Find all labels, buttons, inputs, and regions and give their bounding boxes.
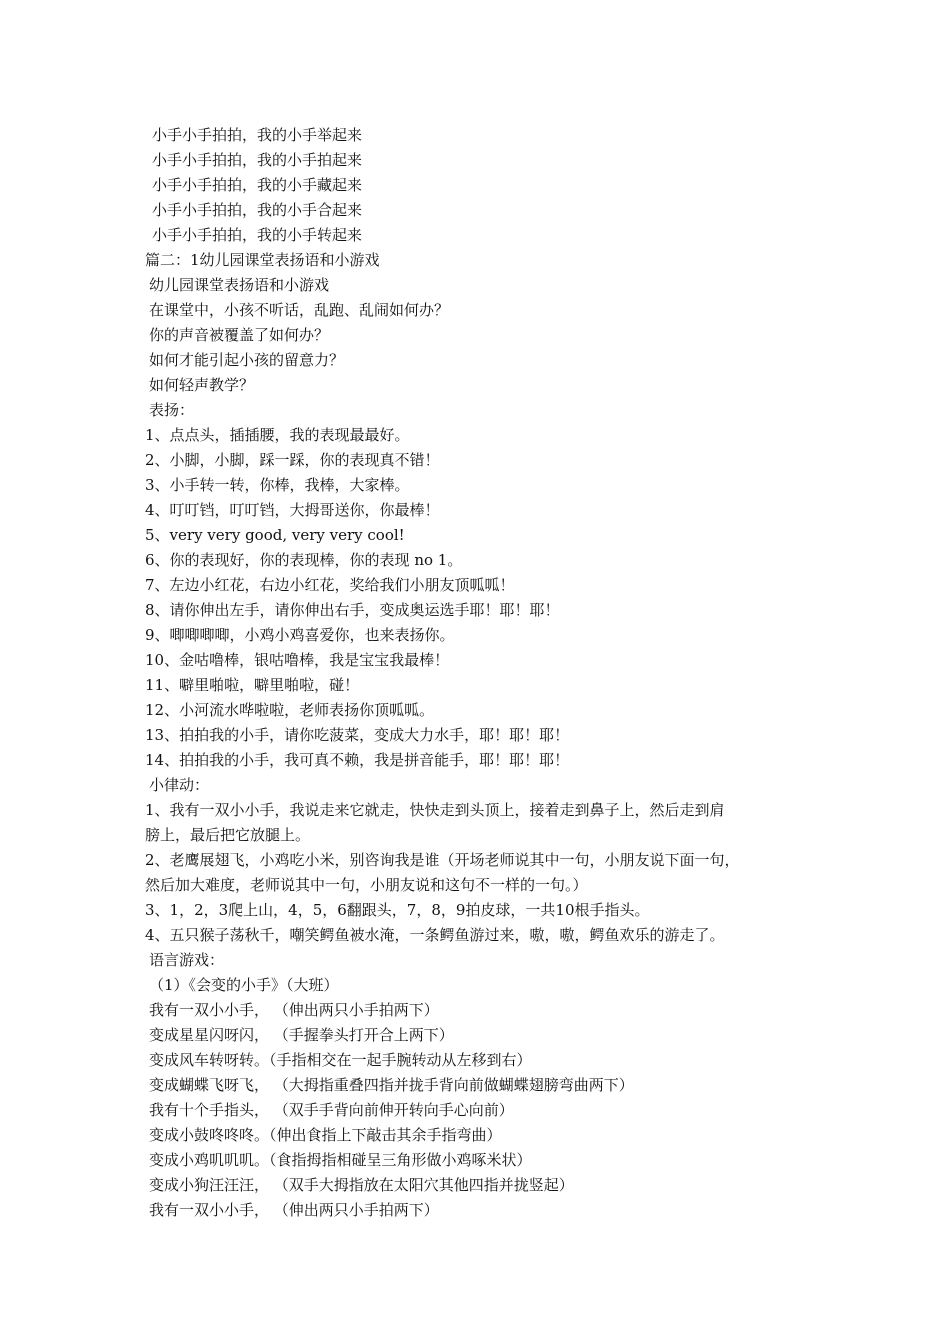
list-item: 4、五只猴子荡秋千，嘲笑鳄鱼被水淹，一条鳄鱼游过来，嗷，嗷，鳄鱼欢乐的游走了。	[145, 926, 725, 944]
list-item: 3、1，2，3爬上山，4，5，6翻跟头，7，8，9拍皮球，一共10根手指头。	[145, 901, 650, 919]
game-line: 变成小狗汪汪汪， （双手大拇指放在太阳穴其他四指并拢竖起）	[149, 1176, 574, 1194]
list-item: 10、金咕噜棒，银咕噜棒，我是宝宝我最棒！	[145, 651, 450, 669]
list-item: 2、老鹰展翅飞，小鸡吃小米，别咨询我是谁（开场老师说其中一句，小朋友说下面一句，	[145, 851, 740, 869]
game-title: （1）《会变的小手》（大班）	[149, 976, 339, 994]
list-item: 2、小脚，小脚，踩一踩，你的表现真不错！	[145, 451, 440, 469]
text-line: 在课堂中，小孩不听话，乱跑、乱闹如何办？	[149, 301, 450, 319]
subheading-language-games: 语言游戏：	[149, 951, 225, 969]
text-line: 小手小手拍拍，我的小手转起来	[152, 226, 363, 244]
list-item-continued: 然后加大难度，老师说其中一句，小朋友说和这句不一样的一句。）	[145, 876, 588, 894]
list-item: 9、唧唧唧唧，小鸡小鸡喜爱你，也来表扬你。	[145, 626, 455, 644]
list-item: 12、小河流水哗啦啦，老师表扬你顶呱呱。	[145, 701, 435, 719]
list-item-continued: 膀上，最后把它放腿上。	[145, 826, 311, 844]
section-heading: 篇二：1幼儿园课堂表扬语和小游戏	[145, 251, 380, 269]
list-item: 11、噼里啪啦，噼里啪啦，碰！	[145, 676, 360, 694]
list-item: 6、你的表现好，你的表现棒，你的表现 no 1。	[145, 551, 463, 569]
text-line: 小手小手拍拍，我的小手藏起来	[152, 176, 363, 194]
game-line: 我有一双小小手， （伸出两只小手拍两下）	[149, 1201, 439, 1219]
list-item: 13、拍拍我的小手，请你吃菠菜，变成大力水手，耶！耶！耶！	[145, 726, 570, 744]
game-line: 变成蝴蝶飞呀飞， （大拇指重叠四指并拢手背向前做蝴蝶翅膀弯曲两下）	[149, 1076, 634, 1094]
text-line: 如何才能引起小孩的留意力？	[149, 351, 345, 369]
game-line: 变成小鼓咚咚咚。（伸出食指上下敲击其余手指弯曲）	[149, 1126, 502, 1144]
subheading-praise: 表扬：	[149, 401, 195, 419]
game-line: 我有一双小小手， （伸出两只小手拍两下）	[149, 1001, 439, 1019]
text-line: 小手小手拍拍，我的小手合起来	[152, 201, 363, 219]
text-line: 小手小手拍拍，我的小手举起来	[152, 126, 363, 144]
game-line: 变成风车转呀转。（手指相交在一起手腕转动从左移到右）	[149, 1051, 532, 1069]
game-line: 变成星星闪呀闪， （手握拳头打开合上两下）	[149, 1026, 454, 1044]
text-line: 你的声音被覆盖了如何办？	[149, 326, 330, 344]
game-line: 我有十个手指头， （双手手背向前伸开转向手心向前）	[149, 1101, 514, 1119]
game-line: 变成小鸡叽叽叽。（食指拇指相碰呈三角形做小鸡啄米状）	[149, 1151, 532, 1169]
list-item: 3、小手转一转，你棒，我棒，大家棒。	[145, 476, 410, 494]
text-line: 幼儿园课堂表扬语和小游戏	[149, 276, 330, 294]
list-item: 1、我有一双小小手，我说走来它就走，快快走到头顶上，接着走到鼻子上，然后走到肩	[145, 801, 725, 819]
list-item: 5、very very good, very very cool!	[145, 526, 405, 544]
list-item: 4、叮叮铛，叮叮铛，大拇哥送你，你最棒！	[145, 501, 440, 519]
text-line: 小手小手拍拍，我的小手拍起来	[152, 151, 363, 169]
subheading-rhythm: 小律动：	[149, 776, 210, 794]
list-item: 7、左边小红花，右边小红花，奖给我们小朋友顶呱呱！	[145, 576, 515, 594]
text-line: 如何轻声教学？	[149, 376, 255, 394]
list-item: 1、点点头，插插腰，我的表现最最好。	[145, 426, 410, 444]
list-item: 14、拍拍我的小手，我可真不赖，我是拼音能手，耶！耶！耶！	[145, 751, 570, 769]
list-item: 8、请你伸出左手，请你伸出右手，变成奥运选手耶！耶！耶！	[145, 601, 560, 619]
